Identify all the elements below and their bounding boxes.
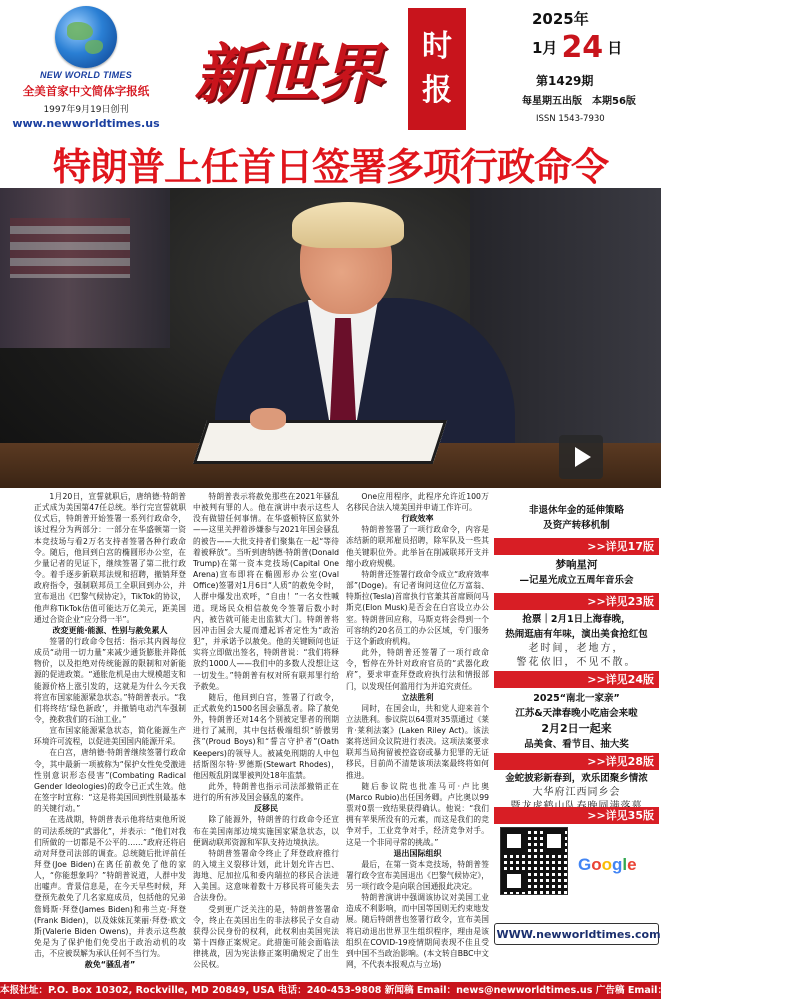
promo-3-line-2: 热闹逛庙有年味，演出美食抢红包 (505, 629, 648, 640)
globe-icon (55, 6, 117, 68)
article-subhead: 立法胜利 (401, 692, 434, 702)
title-side-box (408, 8, 466, 130)
see-page-17-link[interactable]: >>详见17版 (494, 538, 659, 555)
promo-1-line-2: 及资产转移机制 (543, 520, 610, 531)
see-page-28-link[interactable]: >>详见28版 (494, 753, 659, 770)
play-icon[interactable] (559, 435, 603, 479)
article-paragraph: 特朗普还签署行政命令成立“政府效率部”(Doge)。有记者询问这位亿万富翁、特斯拉(Tesla)首席执行官兼其首席顾问马斯克(Elon Musk)是否会在白宫设立办公室。特朗普回应称，马斯克将会得到一个可容纳约20名员工的办公区域，专门服务于这个新政府机构。 (346, 569, 489, 646)
see-page-24-link[interactable]: >>详见24版 (494, 671, 659, 688)
promo-5-line-2: 大华府江西同乡会 (532, 787, 621, 798)
masthead-logo-block (6, 4, 166, 142)
article-paragraph: 此外，特朗普还签署了一项行政命令，暂停在外针对政府官员的“武器化政府”，要求审查拜登政府执行法和情报部门，以发现任何滥用行为并追究责任。 (346, 648, 489, 691)
google-o1: o (591, 855, 602, 874)
qr-corner-tr (543, 830, 565, 852)
website-banner[interactable] (494, 923, 659, 945)
promo-4-line-3: 2月2日一起来 (541, 722, 612, 735)
google-o2: o (601, 855, 613, 874)
article-subhead: 改変更能·能源、性别与赦免累人 (52, 625, 168, 635)
article-paragraph: 最后，在第一资本竞技场，特朗普签署行政令宣布美国退出《巴黎气候协定》，另一项行政令是向联合国通报此决定。 (346, 859, 489, 891)
article-paragraph: 除了能源外，特朗普的行政命令还宣布在美国南部边境实施国家紧急状态，以便调动联邦资源和军队支持边境执法。 (193, 815, 339, 847)
article-paragraph: 同时，在国会山，共和党人迎来首个立法胜利。参议院以64票对35票通过《莱肯·莱利法案》(Laken Riley Act)。该法案将送回众议院进行表决。这项法案要求联邦当局拘留被控盗窃或暴力犯罪的无证移民，目前尚不清楚该项法案最终将如何推进。 (346, 703, 489, 780)
google-e: e (627, 855, 637, 874)
google-logo (578, 855, 637, 875)
promo-block-3 (494, 612, 659, 670)
article-paragraph: 签署的行政命令包括：指示其内阁每位成员“动用一切力量”来减少通货膨胀并降低物价，以及拒绝对传统能源的限制和对新能源的促进政策。“通胀危机是由大规模超支和能源价格上涨引发的，这就是为什么今天我将宣布国家能源紧急状态。”特朗普表示。“我们将终结‘绿色新政’，并撤销电动汽车强制令，挽救我们的石油工业。” (34, 636, 186, 724)
article-paragraph: 特朗普签署命令终止了拜登政府推行的入境主义裂移计划，此计划允许古巴、海地、尼加拉瓜和委内瑞拉的移民合法进入美国。这意味着数十万移民将可能失去合法身份。 (193, 848, 339, 903)
article-paragraph: 随后，他回到白宫，签署了行政令，正式赦免约1500名国会骚乱者。除了赦免外，特朗普还对14名个别被定罪者的刑期进行了减刑，其中包括极端组织“骄傲男孩”(Proud Boys)和“誓言守护者”(Oath Keepers)的领导人。被减免刑期的人中包括斯图尔特·罗德斯(Stewart Rhodes)，他因叛乱阴谋罪被判处18年监禁。 (193, 692, 339, 780)
founded-date: 1997年9月19日创刊 (43, 105, 129, 115)
qr-corner-bl (503, 870, 525, 892)
issue-month: 1月 (532, 39, 558, 57)
photo-document (193, 420, 447, 464)
promo-3-line-4: 警花依旧，不见不散。 (516, 657, 637, 668)
lead-photo[interactable] (0, 188, 661, 488)
issue-year: 2025年 (532, 10, 589, 28)
article-paragraph: 在选战期，特朗普表示他将结束他所说的司法系统的“武器化”，并表示：“他们对我们所做的一切都是不公平的……”政府还将启动对拜登司法部的调查。总统随后批评前任拜登(Joe Biden)在离任前赦免了他的家人，“你能想象吗？”特朗普说道，人群中发出嘘声。背景信息是，在今天早些时候，拜登预先赦免了几名家庭成员，包括他的兄弟詹姆斯·拜登(James Biden)和弗兰克·拜登(Frank Biden)，以及妹妹瓦莱丽·拜登·欧文斯(Valerie Biden Owens)，并表示这些赦免是为了保护他们免受出于政治动机的攻击，不应被误解为承认任何不当行为。 (34, 815, 186, 959)
title-side-char-2: 报 (422, 73, 452, 108)
promo-3-line-3: 老时间，老地方， (528, 643, 625, 654)
promo-2-line-2: —记星光成立五周年音乐会 (519, 575, 634, 586)
article-subhead: 退出国际组织 (393, 848, 442, 858)
main-headline[interactable] (0, 140, 661, 189)
qr-corner-tl (503, 830, 525, 852)
article-paragraph: 随后参议院也批准马可·卢比奥(Marco Rubio)出任国务卿。卢比奥以99票对0票一致结果获得确认。他说：“我们拥有苹果所没有的元素，而这是我们的竞争对手，工业竞争对手，经济竞争对手。这是一个非同寻常的挑战。” (346, 781, 489, 847)
article-paragraph: 特朗普演讲中强调该协议对美国工业造成不利影响，而中国等国则无约束地发展。随后特朗普也签署行政令，宣布美国将启动退出世界卫生组织程序，理由是该组织在COVID-19疫情期间表现不佳且受到中国不当政治影响。(本文转自BBC中文网，不代表本报观点与立场) (346, 893, 489, 970)
title-main-text: 新世界 (194, 37, 380, 112)
qr-code-icon[interactable] (500, 827, 568, 895)
article-paragraph: 受到更广泛关注的是，特朗普签署命令，终止在美国出生的非法移民子女自动获得公民身份的权利，此权利由美国宪法第十四修正案规定。此措施可能会面临法律挑战，因为宪法修正案明确规定了出生公民权。 (193, 904, 339, 970)
promo-block-1 (494, 503, 659, 533)
see-page-23-link[interactable]: >>详见23版 (494, 593, 659, 610)
promo-block-4 (494, 691, 659, 752)
footer-contact-bar: 本报社址：P.O. Box 10302, Rockville, MD 20849, USA 电话：240-453-9808 新闻稿 Email：news@newworldtimes.us 广告稿 Email：ad@newworldtimes.us (0, 982, 661, 999)
promo-block-2 (494, 558, 659, 588)
article-subhead: 反移民 (254, 804, 278, 814)
see-page-35-link[interactable]: >>详见35版 (494, 807, 659, 824)
google-l: l (622, 855, 628, 874)
article-paragraph: 此外，特朗普也指示司法部撤销正在进行的所有涉及国会骚乱的案件。 (193, 782, 339, 803)
title-side-char-1: 时 (422, 29, 452, 64)
article-subhead: 赦免“骚乱者” (84, 960, 136, 970)
article-paragraph: 1月20日，宣誓就职后，唐纳德·特朗普正式成为美国第47任总统。举行完宣誓就职仪式后，特朗普开始签署一系列行政命令，该过程分为两部分：一部分在华盛顿第一资本竞技场与看2万名支持者签署各种行政命令。随后，他回到白宫的椭圆形办公室，在少量记者的见证下，继续签署了第二批行政令。着手逐步新联邦法规和招聘，撤销拜登政府指令，强制联邦员工全职回到办公，并宣布退出《巴黎气候协定》，TikTok的协议，他声称TikTok估值可能达万亿美元，距美国通过合资企业“应分得一半”。 (34, 492, 186, 624)
article-paragraph: 特朗普表示将赦免那些在2021年骚乱中被判有罪的人。他在演讲中表示这些人没有做错任何事情。在华盛顿特区监狱外——这里关押着涉嫌参与2021年国会骚乱的被告——大批支持者们聚集在一起“等待着被释放”。当听到唐纳德·特朗普(Donald Trump)在第一资本竞技场(Capital One Arena)宣布即将在椭圆形办公室(Oval Office)签署对1月6日“人质”的赦免令时，人群中爆发出欢呼，“自由！”一名女性喊道。现场民众相信赦免令签署后数小时内，被告就可能走出监狱大门。特朗普将因冲击国会大厦而遭起诉者定性为“政治犯”，并承诺予以赦免。他的关键顾问也证实将立即做出签名，特朗普说：“我们将释放约1000人——我们中的多数人没想让这一切发生。”特朗普有权对所有联邦罪行给予赦免。 (193, 492, 339, 691)
issue-number: 第1429期 (536, 74, 594, 88)
photo-hand (250, 408, 286, 430)
english-name: NEW WORLD TIMES (40, 70, 132, 80)
issue-info (474, 4, 656, 134)
article-paragraph: 宣布国家能源紧急状态，简化能源生产环境许可流程，以促进美国国内能源开采。 (34, 726, 186, 747)
article-column-2 (193, 491, 339, 970)
issue-note: 每星期五出版 本期56版 (522, 96, 636, 107)
slogan: 全美首家中文简体字报纸 (22, 84, 150, 98)
photo-flag-stripes (10, 218, 130, 278)
promo-4-line-1: 2025“南北一家亲” (533, 693, 620, 704)
article-column-1 (34, 491, 186, 970)
headline-text: 特朗普上任首日签署多项行政命令 (52, 144, 608, 189)
issue-date (532, 30, 622, 65)
promo-2-line-1: 梦响星河 (555, 559, 598, 571)
promo-1-line-1: 非退休年金的延伸策略 (528, 505, 624, 516)
newspaper-title (168, 4, 468, 134)
issue-day: 24 (561, 30, 604, 65)
article-column-3 (346, 491, 489, 970)
qr-promo (494, 827, 659, 952)
promo-4-line-4: 品美食、看节目、抽大奖 (524, 739, 629, 750)
issn: ISSN 1543-7930 (536, 114, 605, 124)
google-g2: g (612, 855, 623, 874)
google-g: G (578, 855, 592, 874)
issue-day-suffix: 日 (607, 39, 623, 57)
promo-5-line-1: 金蛇披彩新春到，欢乐团聚乡情浓 (505, 773, 648, 784)
article-paragraph: One应用程序，此程序允许近100万名移民合法入境美国并申请工作许可。 (346, 492, 489, 513)
promo-3-line-1: 抢票｜2月1日上海春晚， (522, 614, 631, 625)
article-subhead: 行政效率 (401, 514, 434, 524)
article-paragraph: 特朗普签署了一项行政命令，内容是冻结新的联邦雇员招聘，除军队及一些其他关键职位外。此举旨在削减联邦开支并缩小政府规模。 (346, 525, 489, 568)
photo-hair (292, 202, 404, 248)
promo-4-line-2: 江苏&天津春晚小吃庙会来啦 (515, 708, 638, 719)
article-paragraph: 在白宫，唐纳德·特朗普继续签署行政命令，其中最新一项被称为“保护女性免受激进性别意识形态侵害”(Combating Radical Gender Ideologies)的政令已正式生效。他在签字时宣称：“这是将美国回到性别最基本的关键行动。” (34, 748, 186, 814)
website-banner-text: WWW.newworldtimes.com (496, 927, 661, 941)
website-link[interactable]: www.newworldtimes.us (12, 117, 160, 130)
